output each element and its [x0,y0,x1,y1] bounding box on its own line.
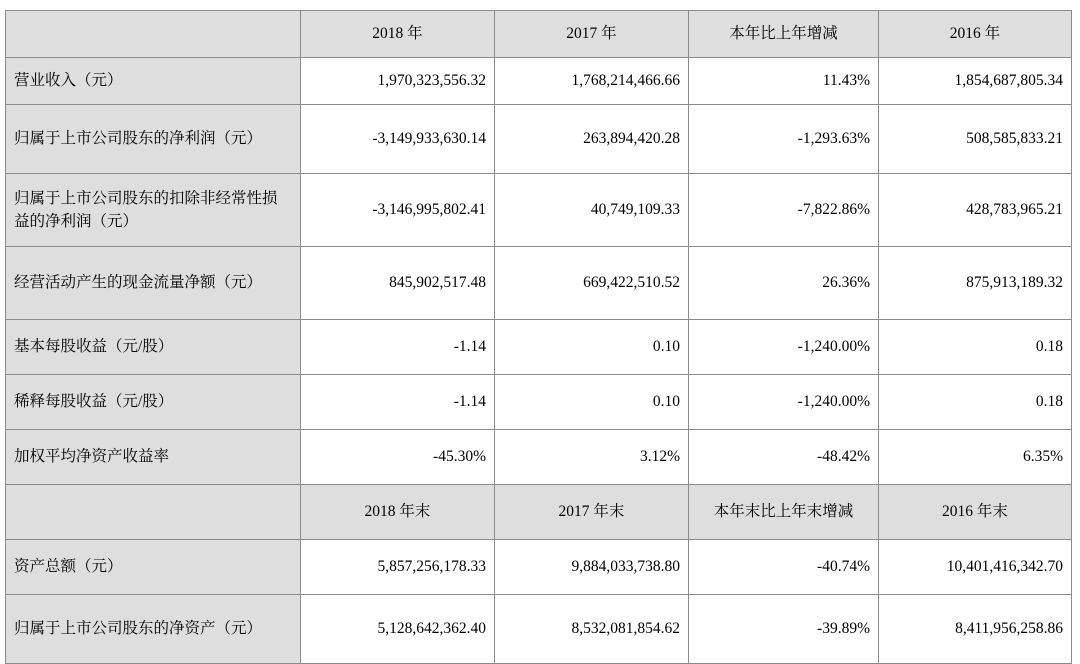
table-row [6,375,1072,430]
financial-summary-table [5,10,1072,664]
table-row [6,174,1072,247]
cell-diluted-eps-2018: -1.14 [301,375,495,430]
header-cell-empty [6,11,301,58]
row-label-revenue: 营业收入（元） [6,58,301,105]
cell-net-profit-deducted-2016: 428,783,965.21 [879,174,1072,247]
cell-net-profit-deducted-change: -7,822.86% [689,174,879,247]
header-cell-change: 本年比上年增减 [689,11,879,58]
table-row [6,430,1072,485]
cell-net-profit-2016: 508,585,833.21 [879,105,1072,174]
table-row [6,540,1072,595]
cell-net-profit-2017: 263,894,420.28 [495,105,689,174]
financial-summary-table-page [0,10,1080,662]
header-cell-2018: 2018 年 [301,11,495,58]
cell-operating-cash-flow-change: 26.36% [689,247,879,320]
cell-weighted-roe-2018: -45.30% [301,430,495,485]
table-header-row-annual [6,11,1072,58]
row-label-net-profit: 归属于上市公司股东的净利润（元） [6,105,301,174]
table-row [6,247,1072,320]
header-cell-change-end: 本年末比上年末增减 [689,485,879,540]
header-cell-empty-2 [6,485,301,540]
row-label-net-assets: 归属于上市公司股东的净资产（元） [6,595,301,664]
cell-basic-eps-2016: 0.18 [879,320,1072,375]
cell-net-assets-2017: 8,532,081,854.62 [495,595,689,664]
cell-weighted-roe-change: -48.42% [689,430,879,485]
table-header-row-year-end [6,485,1072,540]
table-row [6,105,1072,174]
cell-total-assets-2017: 9,884,033,738.80 [495,540,689,595]
header-cell-2017-end: 2017 年末 [495,485,689,540]
header-cell-2018-end: 2018 年末 [301,485,495,540]
row-label-diluted-eps: 稀释每股收益（元/股） [6,375,301,430]
cell-weighted-roe-2017: 3.12% [495,430,689,485]
table-row [6,58,1072,105]
row-label-weighted-roe: 加权平均净资产收益率 [6,430,301,485]
cell-basic-eps-2018: -1.14 [301,320,495,375]
row-label-total-assets: 资产总额（元） [6,540,301,595]
cell-net-profit-deducted-2017: 40,749,109.33 [495,174,689,247]
header-cell-2016: 2016 年 [879,11,1072,58]
cell-basic-eps-change: -1,240.00% [689,320,879,375]
cell-net-assets-change: -39.89% [689,595,879,664]
table-row [6,595,1072,664]
row-label-net-profit-deducted: 归属于上市公司股东的扣除非经常性损益的净利润（元） [6,174,301,247]
cell-total-assets-change: -40.74% [689,540,879,595]
header-cell-2016-end: 2016 年末 [879,485,1072,540]
cell-revenue-2018: 1,970,323,556.32 [301,58,495,105]
table-row [6,320,1072,375]
row-label-basic-eps: 基本每股收益（元/股） [6,320,301,375]
cell-revenue-2017: 1,768,214,466.66 [495,58,689,105]
cell-revenue-2016: 1,854,687,805.34 [879,58,1072,105]
cell-operating-cash-flow-2016: 875,913,189.32 [879,247,1072,320]
cell-net-assets-2016: 8,411,956,258.86 [879,595,1072,664]
cell-diluted-eps-2016: 0.18 [879,375,1072,430]
cell-net-profit-deducted-2018: -3,146,995,802.41 [301,174,495,247]
header-cell-2017: 2017 年 [495,11,689,58]
cell-total-assets-2018: 5,857,256,178.33 [301,540,495,595]
cell-diluted-eps-change: -1,240.00% [689,375,879,430]
row-label-operating-cash-flow: 经营活动产生的现金流量净额（元） [6,247,301,320]
cell-basic-eps-2017: 0.10 [495,320,689,375]
cell-revenue-change: 11.43% [689,58,879,105]
cell-diluted-eps-2017: 0.10 [495,375,689,430]
cell-net-profit-2018: -3,149,933,630.14 [301,105,495,174]
cell-net-assets-2018: 5,128,642,362.40 [301,595,495,664]
cell-operating-cash-flow-2017: 669,422,510.52 [495,247,689,320]
cell-operating-cash-flow-2018: 845,902,517.48 [301,247,495,320]
cell-net-profit-change: -1,293.63% [689,105,879,174]
cell-weighted-roe-2016: 6.35% [879,430,1072,485]
cell-total-assets-2016: 10,401,416,342.70 [879,540,1072,595]
